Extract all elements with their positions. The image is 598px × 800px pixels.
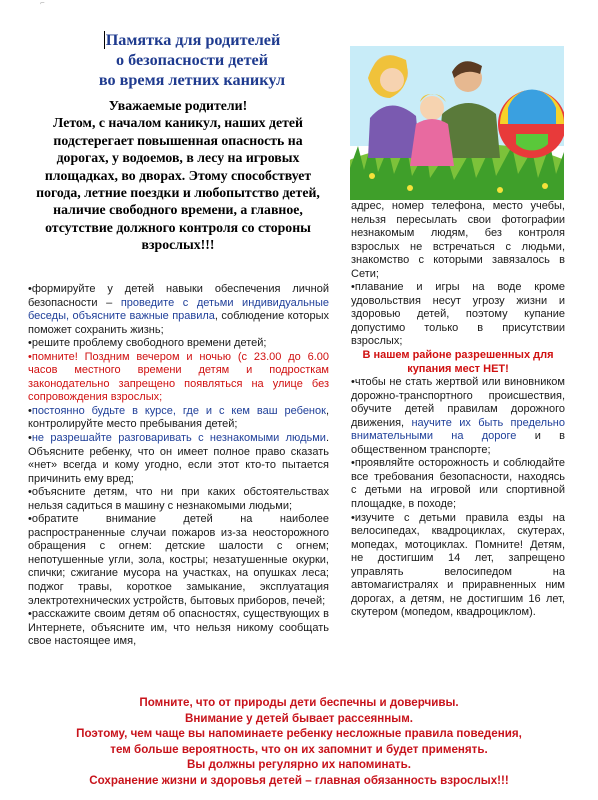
intro-block [28, 97, 328, 254]
list-item: •решите проблему свободного времени детей; [28, 337, 267, 350]
footer-line: Поэтому, чем чаще вы напоминаете ребенку несложные правила поведения, [76, 727, 522, 740]
leaflet-title [62, 30, 322, 90]
list-item: адрес, номер телефона, место учебы, нельзя пересылать свои фотографии незнакомым людям, без контроля взрослых не встречаться с людьми, знакомство с которыми завязалось в Сети; [351, 200, 565, 280]
title-line-1-text: Памятка для родителей [105, 31, 281, 49]
page-corner-mark: ⌐ [40, 0, 46, 7]
family-illustration-icon [350, 28, 564, 200]
no-swimming-warning: В нашем районе разрешенных для купания мест НЕТ! [362, 349, 554, 375]
list-item: •расскажите своим детям об опасностях, существующих в Интернете, объясните им, что нельзя никому сообщать свое настоящее имя, [28, 608, 329, 648]
footer-line: Внимание у детей бывает рассеянным. [185, 711, 413, 725]
left-column [28, 283, 329, 649]
list-item: •обратите внимание детей на наиболее распространенные случаи пожаров из-за неосторожного обращения с огнем: детские шалости с огнем; непотушенные угли, зола, костры; незатушенные окурки, спички; сжигание мусора на участках, на опушках леса; поджог травы, короткое замыкание, эксплуатация электротехнических устройств, бытовых приборов, печей; [28, 513, 329, 607]
list-item: •формируйте у детей навыки обеспечения личной безопасности – проведите с детьми индивидуальные беседы, объясните важные правила, соблюдение которых поможет сохранить жизнь; [28, 283, 329, 336]
list-item: •плавание и игры на воде кроме удовольствия несут угрозу жизни и здоровью детей, поэтому купание допустимо только в присутствии взрослых; [351, 281, 565, 348]
footer-line: Вы должны регулярно их напоминать. [187, 758, 411, 771]
footer-reminder [16, 695, 582, 788]
intro-text: Летом, с началом каникул, наших детей подстерегает повышенная опасность на дорогах, у водоемов, в лесу на игровых площадках, во дворах. Этому способствует погода, летние поездки и любопытство детей, наличие свободного времени, а главное, отсутствие должного контроля со стороны взрослых!!! [36, 115, 320, 253]
title-line-3: во время летних каникул [98, 71, 286, 89]
list-item: •не разрешайте разговаривать с незнакомыми людьми. Объясните ребенку, что он имеет полное право сказать «нет» всегда и кому угодно, если этот кто-то пытается причинить ему вред; [28, 432, 329, 485]
footer-line: Сохранение жизни и здоровья детей – главная обязанность взрослых!!! [89, 773, 509, 787]
list-item: •постоянно будьте в курсе, где и с кем ваш ребенок, контролируйте место пребывания детей; [28, 404, 329, 431]
title-line-2: о безопасности детей [115, 51, 269, 69]
list-item: •проявляйте осторожность и соблюдайте все требования безопасности, находясь с детьми на игровой или спортивной площадке, в походе; [351, 457, 565, 511]
footer-line: Помните, что от природы дети беспечны и доверчивы. [139, 696, 459, 709]
list-item: •объясните детям, что ни при каких обстоятельствах нельзя садиться в машину с незнакомыми людьми; [28, 486, 329, 512]
list-item: •помните! Поздним вечером и ночью (с 23.00 до 6.00 часов местного времени детям и подросткам законодательно запрещено появляться на улице без сопровождения взрослых; [28, 350, 329, 404]
right-column [351, 200, 565, 620]
footer-line: тем больше вероятность, что он их запомнит и будет применять. [110, 742, 488, 756]
list-item: •чтобы не стать жертвой или виновником дорожно-транспортного происшествия, обучите детей правилам дорожного движения, научите их быть предельно внимательными на дороге и в общественном транспорте; [351, 376, 566, 456]
title-line-1 [62, 30, 322, 50]
list-item: •изучите с детьми правила езды на велосипедах, квадроциклах, скутерах, мопедах, мотоциклах. Помните! Детям, не достигшим 14 лет, запрещено управлять велосипедом на автомагистралях и приравненных ним дорогах, а детям, не достигшим 16 лет, скутером (мопедом, квадроциклом). [351, 511, 565, 619]
greeting: Уважаемые родители! [108, 98, 248, 113]
